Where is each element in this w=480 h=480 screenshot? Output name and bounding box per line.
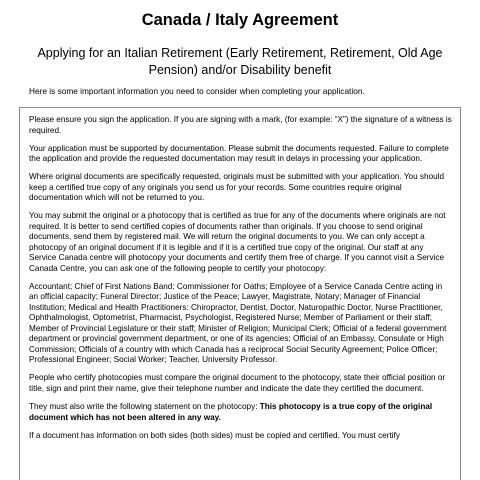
document-title: Canada / Italy Agreement bbox=[141, 11, 339, 29]
paragraph-original-documents: Where original documents are specifically requested, originals must be submitted with your application. You should keep a certified true copy of any originals you send us for your records. Some countries require original documentation which will not be returned to you. bbox=[29, 172, 445, 203]
document-subtitle: Applying for an Italian Retirement (Early Retirement, Retirement, Old Age Pension) and/or Disability benefit bbox=[37, 46, 443, 77]
statement-bold: This photocopy is a true copy of the original document which has not been altered in any way. bbox=[29, 402, 433, 422]
intro-text: Here is some important information you need to consider when completing your application. bbox=[29, 86, 365, 96]
paragraph-certifiers-list: Accountant; Chief of First Nations Band; Commissioner for Oaths; Employee of a Service Canada Centre acting in an official capacity; Funeral Director; Justice of the Peace; Lawyer, Magistrate, Notary; Manager of Financial Institution; Medical and Health Practitioners: Chiropractor, Dentist, Doctor, Naturopathic Doctor, Nurse Practitioner, Ophthalmologist, Optometrist, Pharmacist, Psychologist, Registered Nurse; Member of Parliament or their staff; Member of Provincial Legislature or their staff; Minister of Religion; Municipal Clerk; Official of a federal government department or provincial government department, or one of its agencies; Official of an Embassy, Consulate or High Commission; Officials of a country with which Canada has a reciprocal Social Security Agreement; Police Officer; Professional Engineer; Social Worker; Teacher, University Professor. bbox=[29, 281, 447, 365]
paragraph-statement bbox=[29, 402, 452, 423]
statement-lead: They must also write the following statement on the photocopy: bbox=[29, 402, 260, 412]
information-box bbox=[19, 107, 461, 480]
paragraph-certification-requirements: People who certify photocopies must compare the original document to the photocopy, state their official position or title, sign and print their name, give their telephone number and indicate the date they certified the document. bbox=[29, 373, 446, 393]
paragraph-photocopies: You may submit the original or a photocopy that is certified as true for any of the documents where originals are not required. It is better to send certified copies of documents rather than originals. If you choose to send original documents, send them by registered mail. We will return the original documents to you. We can only accept a photocopy of an original document if it is legible and if it is a certified true copy of the original. Our staff at any Service Canada centre will photocopy your documents and certify them free of charge. If you cannot visit a Service Canada Centre, you can ask one of the following people to certify your photocopy: bbox=[29, 211, 446, 273]
paragraph-signature: Please ensure you sign the application. If you are signing with a mark, (for example: “X”) the signature of a witness is required. bbox=[29, 115, 452, 135]
paragraph-cut-off: If a document has information on both sides (both sides) must be copied and certified. You must certify bbox=[29, 430, 400, 440]
paragraph-documentation: Your application must be supported by documentation. Please submit the documents requested. Failure to complete the application and provide the requested documentation may result in delays in processing your application. bbox=[29, 143, 449, 164]
